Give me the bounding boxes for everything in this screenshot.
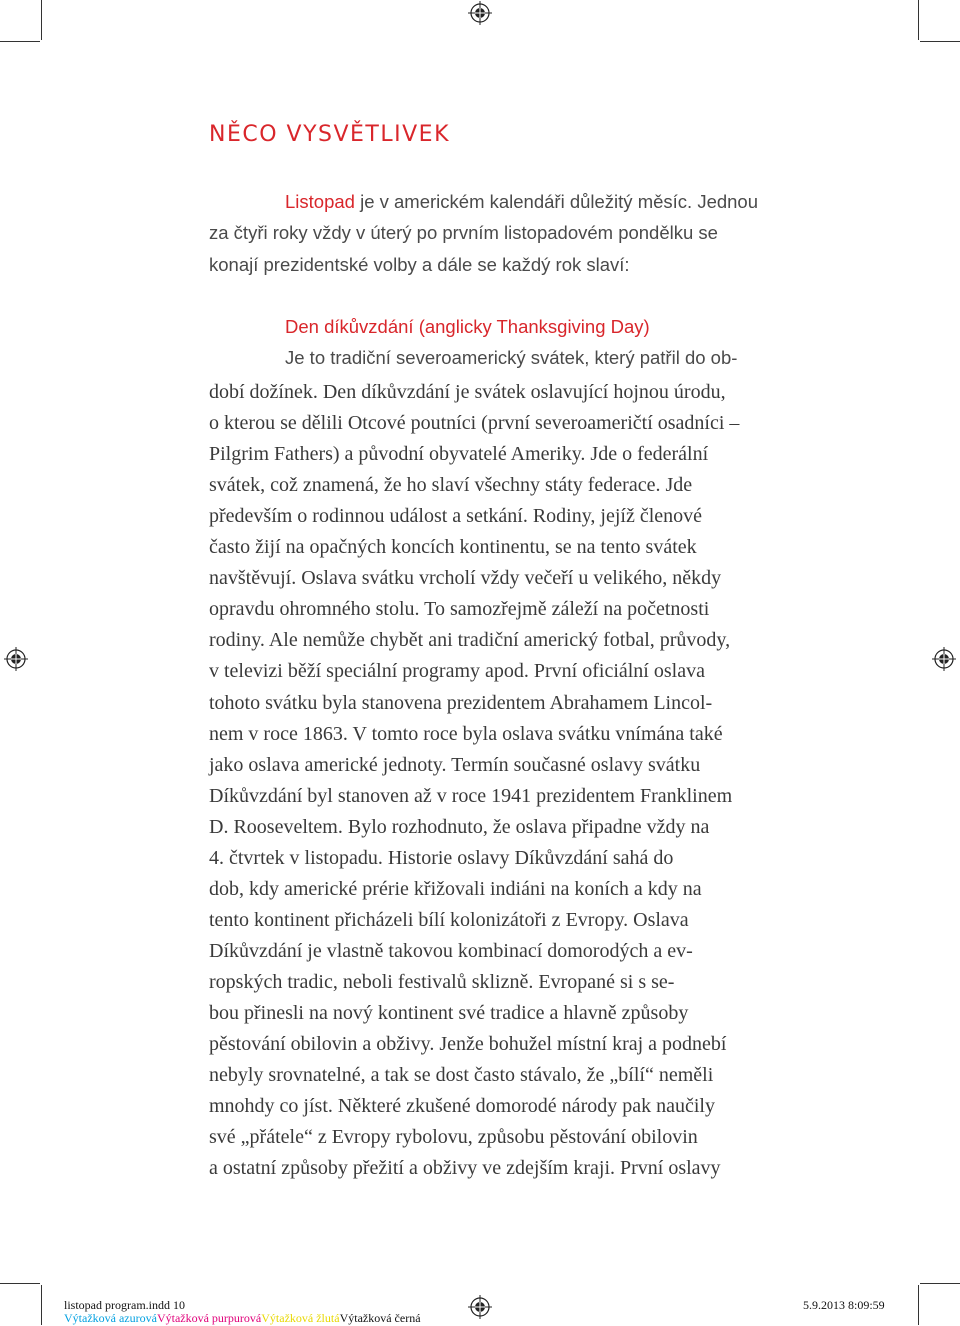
body-line: 4. čtvrtek v listopadu. Historie oslavy Díkůvzdání sahá do	[209, 846, 674, 869]
intro-line	[285, 193, 758, 212]
page-title: NĚCO VYSVĚTLIVEK	[209, 122, 450, 147]
color-plates	[64, 1311, 421, 1326]
body-line: své „přátele“ z Evropy rybolovu, způsobu pěstování obilovin	[209, 1126, 698, 1149]
body-line: tento kontinent přicházeli bílí kolonizátoři z Evropy. Oslava	[209, 908, 689, 931]
color-plate-label: Výtažková azurová	[64, 1311, 157, 1325]
body-line: jako oslava americké jednoty. Termín současné oslavy svátku	[209, 753, 701, 776]
registration-mark-icon	[4, 647, 28, 671]
body-line: svátek, což znamená, že ho slaví všechny státy federace. Jde	[209, 474, 693, 497]
body-line: pěstování obilovin a obživy. Jenže bohužel místní kraj a podnebí	[209, 1033, 727, 1056]
crop-mark	[41, 0, 42, 40]
body-line: často žijí na opačných koncích kontinentu, se na tento svátek	[209, 536, 697, 559]
body-line: navštěvují. Oslava svátku vrcholí vždy večeří u velikého, někdy	[209, 567, 722, 590]
body-line: mnohdy co jíst. Některé zkušené domorodé národy pak naučily	[209, 1095, 715, 1118]
body-line: ropských tradic, neboli festivalů sklizně. Evropané si s se-	[209, 970, 675, 993]
body-line: nem v roce 1863. V tomto roce byla oslava svátku vnímána také	[209, 722, 723, 745]
color-plate-label: Výtažková žlutá	[261, 1311, 340, 1325]
crop-mark	[920, 1283, 960, 1284]
intro-line-rest: je v americkém kalendáři důležitý měsíc. Jednou	[354, 191, 759, 212]
section-heading: Den díkůvzdání (anglicky Thanksgiving Day)	[285, 316, 650, 337]
body-line: v televizi běží speciální programy apod. První oficiální oslava	[209, 660, 705, 683]
footer-datetime: 5.9.2013 8:09:59	[803, 1298, 885, 1312]
registration-mark-icon	[468, 1, 492, 25]
color-plate-label: Výtažková černá	[339, 1311, 421, 1325]
body-line: Díkůvzdání byl stanoven až v roce 1941 prezidentem Franklinem	[209, 784, 733, 807]
body-line: a ostatní způsoby přežití a obživy ve zdejším kraji. První oslavy	[209, 1157, 721, 1180]
body-line: Díkůvzdání je vlastně takovou kombinací domorodých a ev-	[209, 939, 693, 962]
color-plate-label: Výtažková purpurová	[156, 1311, 262, 1325]
intro-line: konají prezidentské volby a dále se každý rok slaví:	[209, 254, 630, 275]
body-line: nebyly srovnatelné, a tak se dost často stávalo, že „bílí“ neměli	[209, 1064, 714, 1087]
intro-lead-word: Listopad	[285, 191, 355, 212]
body-line: o kterou se dělili Otcové poutníci (první severoameričtí osadníci –	[209, 412, 740, 435]
crop-mark	[920, 41, 960, 42]
body-line: dobí dožínek. Den díkůvzdání je svátek oslavující hojnou úrodu,	[209, 381, 726, 403]
registration-mark-icon	[468, 1295, 492, 1319]
body-line: D. Rooseveltem. Bylo rozhodnuto, že oslava připadne vždy na	[209, 815, 710, 838]
crop-mark	[0, 41, 40, 42]
body-line: dob, kdy americké prérie křižovali indiáni na koních a kdy na	[209, 877, 702, 900]
body-line: tohoto svátku byla stanovena prezidentem Abrahamem Lincol-	[209, 691, 713, 714]
body-line: bou přinesli na nový kontinent své tradice a hlavně způsoby	[209, 1002, 689, 1024]
crop-mark	[41, 1285, 42, 1325]
body-line: především o rodinnou událost a setkání. Rodiny, jejíž členové	[209, 505, 703, 528]
body-line: rodiny. Ale nemůže chybět ani tradiční americký fotbal, průvody,	[209, 629, 731, 652]
crop-mark	[0, 1283, 40, 1284]
footer-file: listopad program.indd 10	[64, 1298, 185, 1312]
body-line: Pilgrim Fathers) a původní obyvatelé Ameriky. Jde o federální	[209, 443, 709, 466]
intro-line: za čtyři roky vždy v úterý po prvním listopadovém pondělku se	[209, 222, 718, 243]
crop-mark	[918, 0, 919, 40]
crop-mark	[918, 1285, 919, 1325]
section-first-line: Je to tradiční severoamerický svátek, který patřil do ob-	[285, 347, 738, 368]
registration-mark-icon	[932, 647, 956, 671]
body-line: opravdu ohromného stolu. To samozřejmě záleží na početnosti	[209, 598, 710, 621]
